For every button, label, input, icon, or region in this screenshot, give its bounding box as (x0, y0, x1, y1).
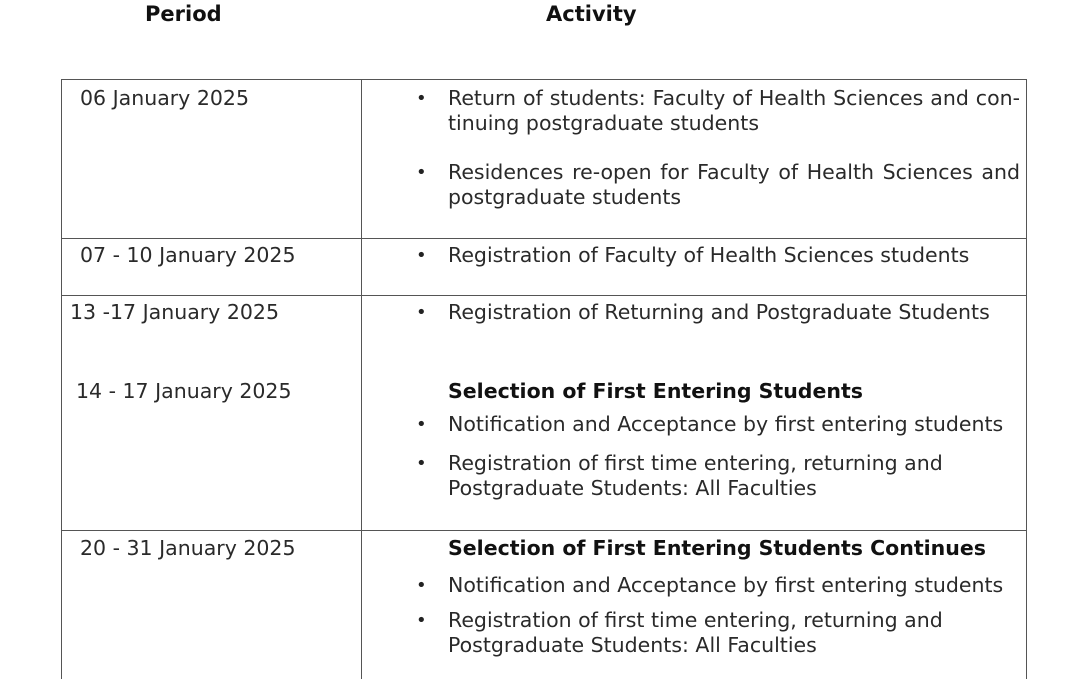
bullet-icon: • (416, 245, 427, 266)
section-heading: Selection of First Entering Students (448, 379, 863, 403)
period-cell: 20 - 31 January 2025 (80, 536, 296, 560)
activity-item: Registration of Returning and Postgraduate Students (448, 300, 990, 324)
calendar-table (61, 79, 1027, 679)
column-divider (361, 80, 362, 238)
activity-column-header: Activity (546, 2, 637, 26)
activity-item: Registration of first time entering, returning and Postgraduate Students: All Faculties (448, 608, 943, 657)
bullet-icon: • (416, 610, 427, 631)
period-cell: 07 - 10 January 2025 (80, 243, 296, 267)
bullet-icon: • (416, 302, 427, 323)
activity-item: Notification and Acceptance by first entering students (448, 412, 1004, 436)
activity-item: Registration of Faculty of Health Sciences students (448, 243, 970, 267)
column-divider (361, 239, 362, 295)
activity-item: Residences re-open for Faculty of Health Sciences and postgraduate students (448, 160, 1020, 209)
period-cell: 13 -17 January 2025 (70, 300, 280, 324)
activity-item: Return of students: Faculty of Health Sciences and con-tinuing postgraduate students (448, 86, 1020, 135)
bullet-icon: • (416, 414, 427, 435)
table-row (61, 531, 1027, 679)
bullet-icon: • (416, 575, 427, 596)
bullet-icon: • (416, 88, 427, 109)
activity-item: Notification and Acceptance by first entering students (448, 573, 1004, 597)
bullet-icon: • (416, 162, 427, 183)
section-heading: Selection of First Entering Students Continues (448, 536, 986, 560)
column-divider (361, 531, 362, 679)
period-column-header: Period (145, 2, 222, 26)
column-divider (361, 296, 362, 530)
activity-item: Registration of first time entering, returning and Postgraduate Students: All Faculties (448, 451, 943, 500)
bullet-icon: • (416, 453, 427, 474)
table-row (61, 80, 1027, 239)
sub-period-cell: 14 - 17 January 2025 (76, 379, 292, 403)
period-cell: 06 January 2025 (80, 86, 250, 110)
table-row (61, 296, 1027, 531)
table-row (61, 239, 1027, 296)
